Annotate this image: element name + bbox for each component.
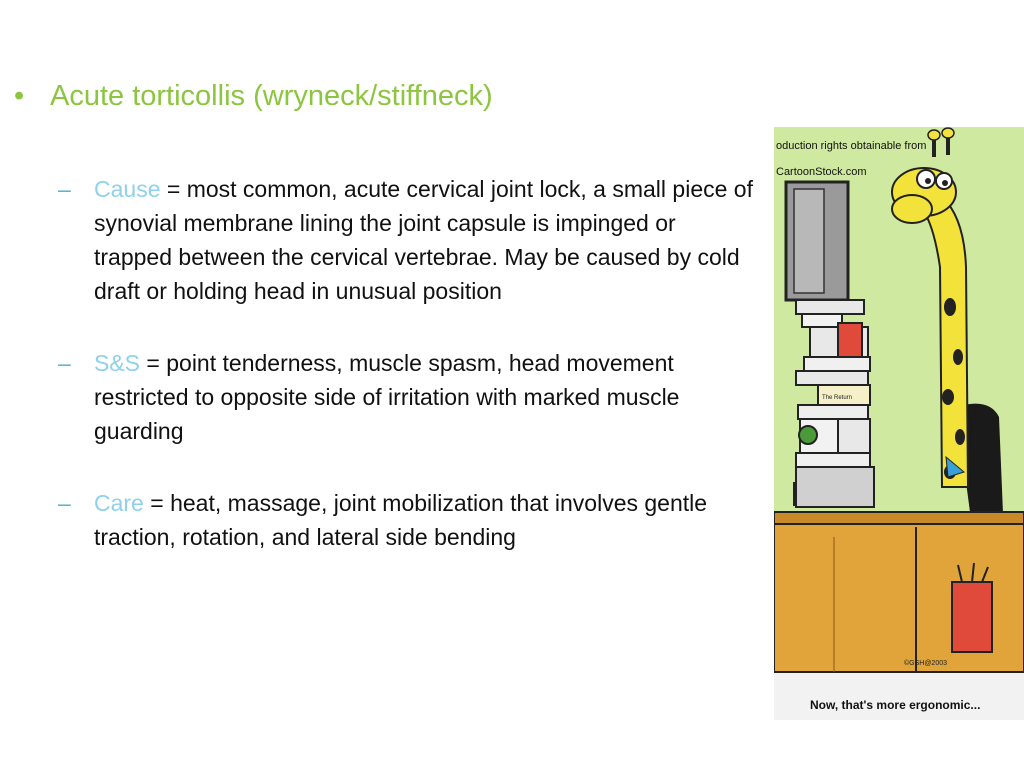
sub-bullet-list	[58, 172, 758, 592]
computer-case	[796, 467, 874, 507]
cartoon-signature: ©GSH@2003	[904, 660, 948, 667]
dash-marker: –	[58, 490, 71, 516]
sub-bullet-care	[58, 486, 758, 554]
caption-band	[774, 672, 1024, 720]
main-bullet	[14, 80, 493, 113]
cartoon-caption: Now, that's more ergonomic...	[810, 698, 981, 712]
keyword-signs-symptoms: S&S	[94, 350, 141, 376]
keyword-cause: Cause	[94, 176, 161, 202]
watermark-line-1: oduction rights obtainable from	[776, 140, 927, 152]
signs-symptoms-text: = point tenderness, muscle spasm, head movement restricted to opposite side of irritation with marked muscle guarding	[94, 350, 680, 444]
care-text: = heat, massage, joint mobilization that involves gentle traction, rotation, and lateral side bending	[94, 490, 708, 550]
dash-marker: –	[58, 350, 71, 376]
sub-bullet-cause	[58, 172, 758, 308]
cause-text: = most common, acute cervical joint lock, a small piece of synovial membrane lining the joint capsule is impinged or trapped between the cervical vertebrae. May be caused by cold draft or holding head in unusual position	[94, 176, 753, 304]
pencil-cup	[952, 582, 992, 652]
sub-bullet-signs-symptoms	[58, 346, 758, 448]
monitor-screen	[794, 189, 824, 293]
giraffe-cartoon-illustration	[774, 127, 1024, 720]
keyword-care: Care	[94, 490, 144, 516]
cartoon-image	[774, 127, 1024, 720]
dash-marker: –	[58, 176, 71, 202]
watermark-line-2: CartoonStock.com	[776, 166, 867, 178]
desk-top	[774, 512, 1024, 524]
bullet-symbol: •	[14, 80, 25, 112]
book-label: The Return	[822, 395, 853, 401]
slide-title: Acute torticollis (wryneck/stiffneck)	[50, 80, 493, 112]
